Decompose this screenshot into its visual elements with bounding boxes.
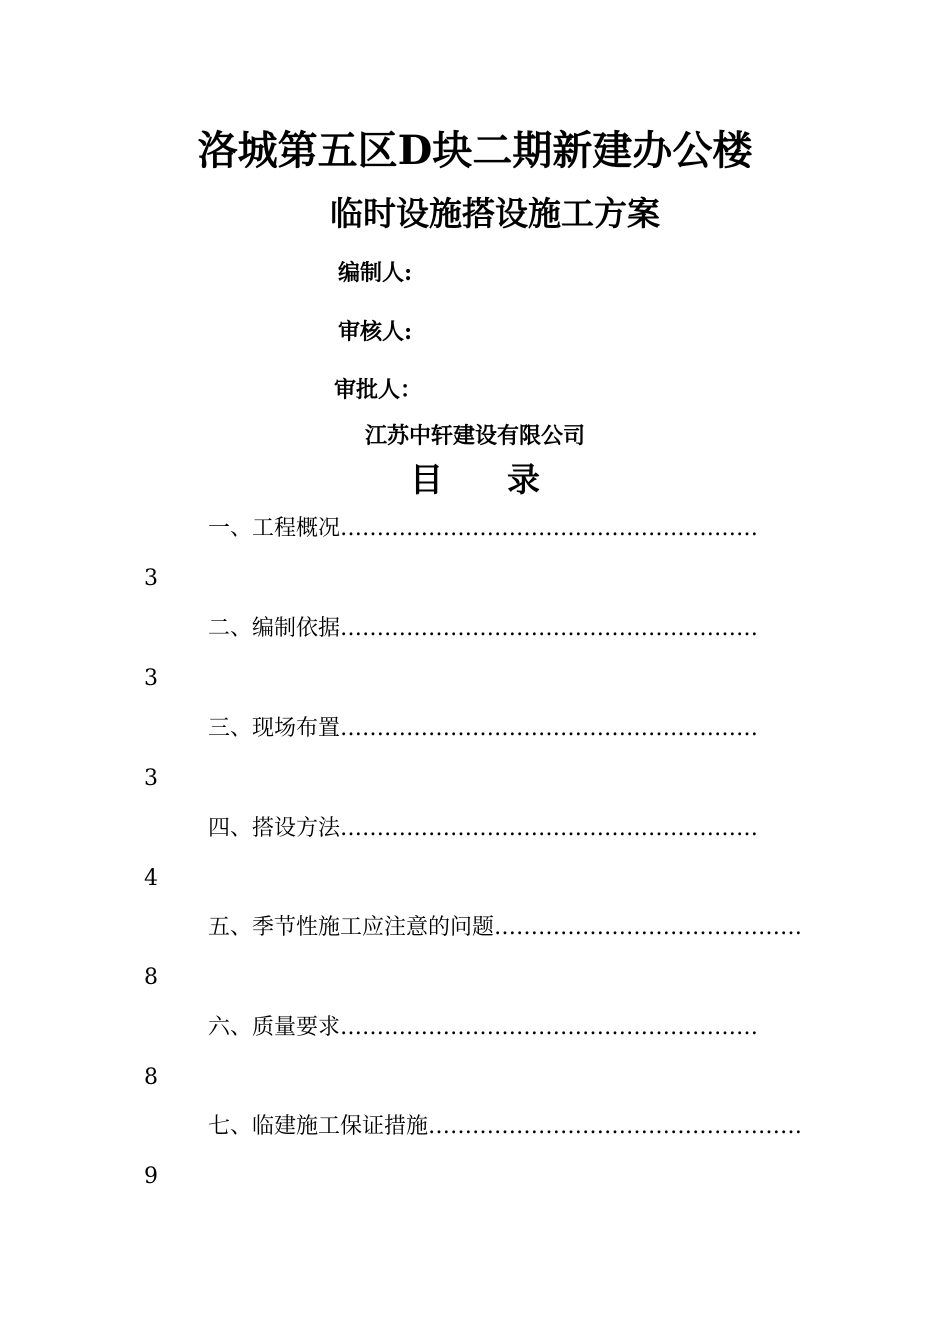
signature-approver-label: 审批人： [334, 377, 423, 403]
document-subtitle: 临时设施搭设施工方案 [330, 194, 660, 233]
toc-entry[interactable] [208, 514, 804, 544]
toc-entry-leader: ………………………………………………… [340, 1015, 759, 1040]
toc-entry-leader: ………………………………………………… [340, 616, 759, 641]
toc-entry-page: 3 [144, 666, 158, 691]
toc-entry-title: 五、季节性施工应注意的问题 [208, 915, 495, 940]
toc-entry-title: 七、临建施工保证措施 [208, 1114, 429, 1139]
toc-entry-page: 4 [144, 866, 158, 891]
toc-entry[interactable] [208, 714, 804, 744]
document-title: 洛城第五区D块二期新建办公楼 [197, 127, 753, 174]
signature-compiler-label: 编制人: [338, 260, 413, 286]
toc-entry-leader: …………………………………… [494, 915, 803, 940]
signature-reviewer-label: 审核人: [338, 319, 413, 345]
toc-entry-page: 3 [144, 566, 158, 591]
toc-entry-page: 8 [144, 1065, 158, 1090]
toc-entry-title: 二、编制依据 [208, 616, 341, 641]
toc-entry[interactable] [208, 1112, 804, 1142]
toc-entry-page: 8 [144, 965, 158, 990]
toc-entry-leader: ………………………………………………… [340, 816, 759, 841]
toc-entry-title: 三、现场布置 [208, 716, 341, 741]
toc-entry-page: 3 [144, 766, 158, 791]
toc-entry-title: 六、质量要求 [208, 1015, 341, 1040]
toc-heading-left: 目 [410, 460, 443, 499]
toc-entry-leader: ………………………………………………… [340, 516, 759, 541]
toc-entry[interactable] [208, 1013, 804, 1043]
toc-entry[interactable] [208, 814, 804, 844]
company-name: 江苏中轩建设有限公司 [364, 423, 585, 449]
toc-heading [0, 458, 950, 502]
toc-entry-page: 9 [144, 1164, 158, 1189]
toc-entry-title: 一、工程概况 [208, 516, 341, 541]
toc-entry[interactable] [208, 913, 804, 943]
toc-entry-title: 四、搭设方法 [208, 816, 341, 841]
toc-entry-leader: ………………………………………………… [340, 716, 759, 741]
toc-entry-leader: …………………………………………… [428, 1114, 803, 1139]
toc-heading-right: 录 [507, 460, 540, 499]
toc-entry[interactable] [208, 614, 804, 644]
